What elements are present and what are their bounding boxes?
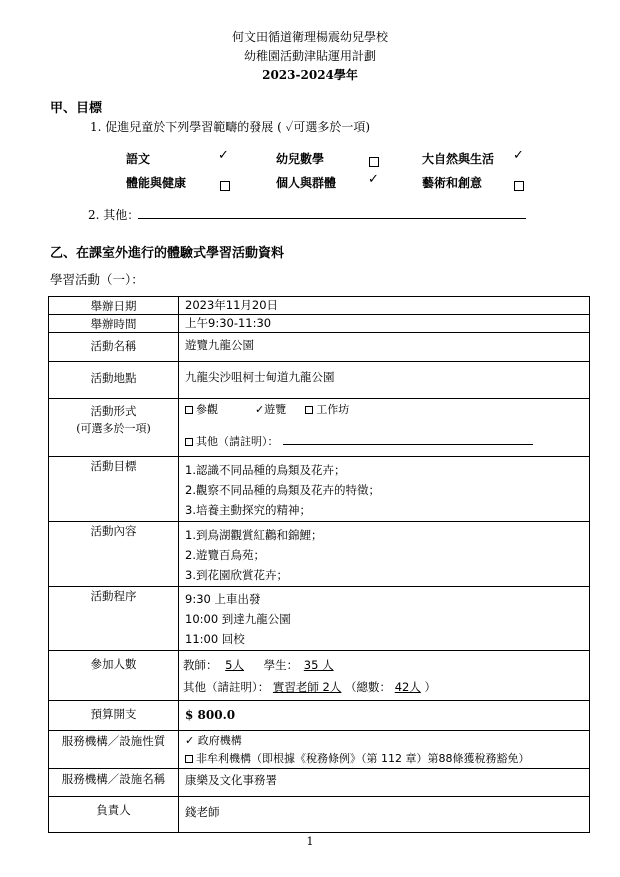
other-participants-value: 實習老師 2人: [272, 680, 342, 694]
form-option-visit[interactable]: 參觀: [185, 403, 218, 416]
form-sublabel: (可選多於一項): [76, 422, 151, 435]
goal-item: 1.認識不同品種的鳥類及花卉；: [185, 463, 346, 477]
table-row-form: [49, 399, 590, 457]
page-number: 1: [306, 835, 314, 848]
content-item: 1.到鳥湖觀賞紅鸛和錦鯉；: [185, 528, 323, 542]
content-item: 3.到花園欣賞花卉；: [185, 568, 288, 582]
time-label: 舉辦時間: [49, 315, 179, 333]
content-item: 2.遊覽百鳥苑；: [185, 548, 265, 562]
domain-math-checkbox[interactable]: [369, 152, 379, 171]
activity-table: [48, 296, 590, 833]
domain-nature-check[interactable]: ✓: [513, 148, 524, 163]
form-option-other[interactable]: 其他（請註明）：: [185, 433, 589, 451]
section-a-title: 甲、目標: [50, 101, 103, 116]
table-row-participants: [49, 651, 590, 701]
place-value: 九龍尖沙咀柯士甸道九龍公園: [185, 370, 335, 384]
budget-value: $ 800.0: [185, 708, 236, 722]
table-row-budget: [49, 701, 590, 731]
domain-arts-checkbox[interactable]: [514, 176, 524, 195]
domain-arts: 藝術和創意: [422, 176, 483, 190]
other-input-line[interactable]: [138, 218, 526, 219]
name-label: 活動名稱: [49, 333, 179, 362]
provider-name-label: 服務機構／設施名稱: [49, 769, 179, 797]
domain-math: 幼兒數學: [276, 152, 325, 166]
table-row-provider-name: [49, 769, 590, 797]
place-label: 活動地點: [49, 362, 179, 399]
total-count: 42人: [394, 680, 421, 694]
name-value: 遊覽九龍公園: [185, 338, 254, 352]
goal-label: 活動目標: [49, 457, 179, 522]
table-row-provider-type: [49, 731, 590, 769]
goal-item: 2.觀察不同品種的鳥類及花卉的特徵；: [185, 483, 380, 497]
form-label: 活動形式: [90, 404, 137, 418]
provider-type-label: 服務機構／設施性質: [49, 731, 179, 769]
procedure-item: 10:00 到達九龍公園: [185, 612, 291, 626]
content-label: 活動內容: [49, 522, 179, 587]
students-count: 35 人: [303, 658, 334, 672]
plan-title: 幼稚園活動津貼運用計劃: [243, 49, 376, 63]
form-option-workshop[interactable]: 工作坊: [305, 403, 349, 416]
teachers-prefix: 教師：: [183, 658, 218, 672]
teachers-count: 5人: [225, 658, 244, 672]
provider-type-gov[interactable]: ✓ 政府機構: [185, 734, 242, 747]
table-row-name: [49, 333, 590, 362]
domain-nature: 大自然與生活: [422, 152, 495, 166]
other-participants-prefix: 其他（請註明）：: [183, 680, 270, 694]
table-row-goals: [49, 457, 590, 522]
person-label: 負責人: [49, 797, 179, 833]
table-row-time: [49, 315, 590, 333]
table-row-place: [49, 362, 590, 399]
date-label: 舉辦日期: [49, 297, 179, 315]
domain-physical: 體能與健康: [126, 176, 187, 190]
table-row-date: [49, 297, 590, 315]
activity-heading: 學習活動（一）：: [50, 272, 144, 287]
domain-language-check[interactable]: ✓: [218, 148, 229, 163]
domain-personal-check[interactable]: ✓: [368, 172, 379, 187]
goal-item: 3.培養主動探究的精神；: [185, 503, 311, 517]
school-name: 何文田循道衛理楊震幼兒學校: [231, 30, 388, 44]
objective-item-2: 2. 其他：: [88, 208, 140, 222]
total-prefix: （總數：: [345, 680, 392, 694]
provider-name-value: 康樂及文化事務署: [185, 773, 277, 787]
participants-label: 參加人數: [49, 651, 179, 701]
procedure-item: 9:30 上車出發: [185, 592, 261, 606]
table-row-procedure: [49, 587, 590, 651]
school-year: 2023-2024學年: [262, 68, 358, 82]
students-prefix: 學生：: [263, 658, 299, 672]
provider-type-ngo[interactable]: 非牟利機構（即根據《稅務條例》（第 112 章）第88條獲稅務豁免）: [185, 750, 589, 768]
table-row-content: [49, 522, 590, 587]
time-value: 上午9:30-11:30: [185, 316, 272, 330]
table-row-person: [49, 797, 590, 833]
domain-physical-checkbox[interactable]: [220, 176, 230, 195]
budget-label: 預算開支: [49, 701, 179, 731]
section-b-title: 乙、在課室外進行的體驗式學習活動資料: [50, 246, 285, 261]
date-value: 2023年11月20日: [185, 298, 279, 312]
procedure-item: 11:00 回校: [185, 632, 245, 646]
domain-language: 語文: [126, 152, 151, 166]
objective-item-1: 1. 促進兒童於下列學習範疇的發展 ( ✓可選多於一項): [90, 120, 370, 134]
domain-personal: 個人與群體: [276, 176, 337, 190]
person-value: 錢老師: [185, 805, 220, 819]
procedure-label: 活動程序: [49, 587, 179, 651]
total-suffix: ）: [424, 680, 436, 694]
form-option-tour[interactable]: ✓遊覽: [255, 403, 287, 416]
